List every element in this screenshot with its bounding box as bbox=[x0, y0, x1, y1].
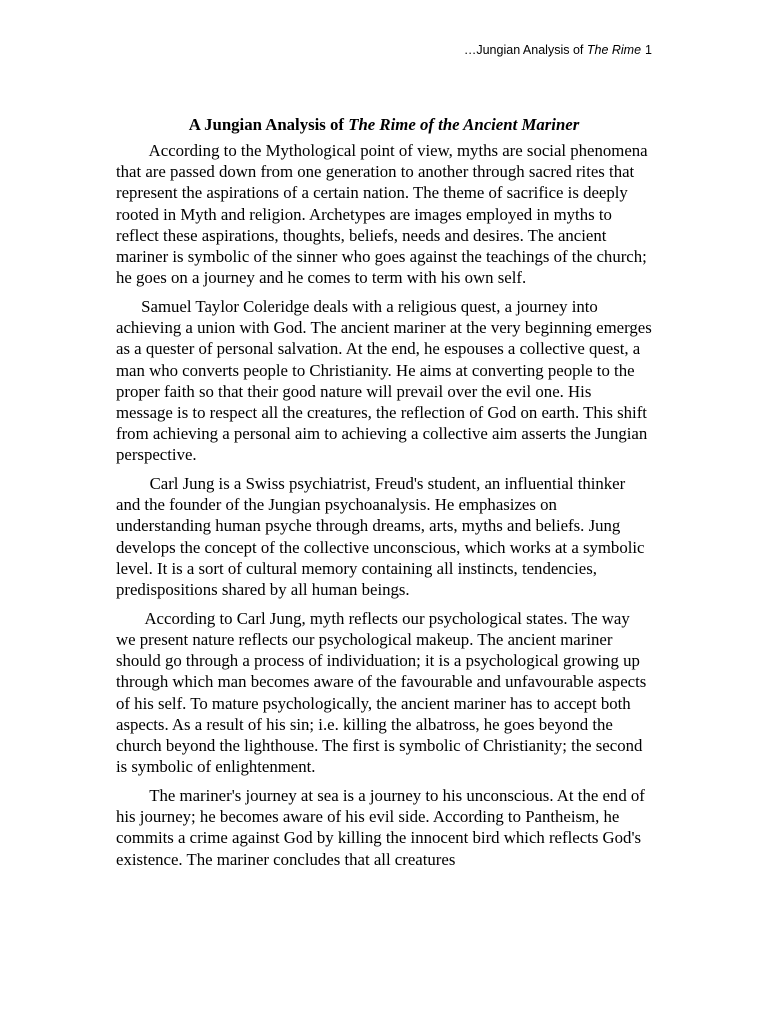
paragraph-5 bbox=[116, 785, 652, 870]
paragraph-line: psychologically, the ancient mariner has to accept both aspects. As a bbox=[116, 693, 631, 734]
paragraph-line: According to the Mythological point of view, myths are social bbox=[116, 141, 567, 160]
paragraph-line: collective aim asserts the Jungian perspective. bbox=[116, 424, 648, 465]
paragraph-line: symbolic of enlightenment. bbox=[131, 757, 316, 777]
paragraph-line: understanding human psyche through dreams, arts, myths and beliefs. bbox=[116, 516, 585, 536]
paragraph-line: end of his journey; he becomes aware of his evil side. According to bbox=[116, 785, 645, 827]
paragraph-line: favourable and unfavourable aspects of his self. To mature bbox=[116, 672, 647, 713]
page-number: 1 bbox=[645, 43, 652, 57]
title-text: A Jungian Analysis of bbox=[188, 115, 349, 134]
paragraph-line: collective quest, a man who converts people to Christianity. He aims at bbox=[116, 339, 641, 380]
paragraph-line: result of his sin; i.e. killing the albatross, he goes beyond the church bbox=[116, 714, 613, 755]
paragraph-2 bbox=[116, 296, 652, 466]
paragraph-line: phenomena that are passed down from one generation to another through bbox=[116, 141, 648, 182]
paragraph-line: a symbolic level. It is a sort of cultural memory containing all instincts, bbox=[116, 537, 645, 578]
paragraph-line: Carl Jung is a Swiss psychiatrist, Freud's student, an influential bbox=[116, 474, 574, 494]
title-italic: The Rime of the Ancient Mariner bbox=[348, 115, 580, 134]
paragraph-line: According to Carl Jung, myth reflects our psychological states. The bbox=[116, 608, 598, 628]
paragraph-line: sacred rites that represent the aspirations of a certain nation. The theme of bbox=[116, 162, 635, 203]
paragraph-line: against the teachings of the church; he goes on a journey and he comes to bbox=[116, 247, 647, 288]
paragraph-line: sacrifice is deeply rooted in Myth and religion. Archetypes are images bbox=[116, 183, 628, 224]
paragraph-line: thinker and the founder of the Jungian psychoanalysis. He emphasizes on bbox=[116, 474, 626, 515]
paragraph-line: mariner should go through a process of individuation; it is a bbox=[116, 629, 613, 671]
document-body bbox=[116, 114, 652, 877]
paragraph-line: and desires. The ancient mariner is symbolic of the sinner who goes bbox=[116, 225, 607, 267]
paragraph-3 bbox=[116, 473, 652, 600]
paragraph-line: Pantheism, he commits a crime against God by killing the innocent bird bbox=[116, 807, 620, 848]
running-header bbox=[464, 42, 652, 58]
paragraph-line: employed in myths to reflect these aspirations, thoughts, beliefs, needs bbox=[116, 204, 612, 245]
paragraph-line: emerges as a quester of personal salvation. At the end, he espouses a bbox=[116, 318, 652, 359]
paragraph-line: over the evil one. His message is to respect all the creatures, the reflection bbox=[116, 381, 592, 422]
paragraph-line: Samuel Taylor Coleridge deals with a religious quest, a journey into bbox=[116, 296, 598, 316]
paragraph-line: which reflects God's existence. The mariner concludes that all creatures bbox=[116, 828, 641, 869]
paragraph-4 bbox=[116, 608, 652, 778]
running-header-text: …Jungian Analysis of bbox=[463, 43, 587, 57]
paragraph-line: The mariner's journey at sea is a journey to his unconscious. At the bbox=[116, 785, 599, 805]
paragraph-line: of God on earth. This shift from achieving a personal aim to achieving a bbox=[116, 402, 647, 444]
document-title bbox=[116, 114, 652, 136]
paragraph-line: term with his own self. bbox=[371, 268, 527, 288]
paragraph-line: Jung develops the concept of the collective unconscious, which works at bbox=[116, 516, 621, 557]
paragraph-line: tendencies, predispositions shared by all human beings. bbox=[116, 558, 597, 600]
paragraph-line: achieving a union with God. The ancient mariner at the very beginning bbox=[116, 318, 592, 338]
paragraph-line: beyond the lighthouse. The first is symbolic of Christianity; the second is bbox=[116, 735, 643, 777]
paragraph-line: converting people to the proper faith so that their good nature will prevail bbox=[116, 360, 635, 401]
running-header-italic: The Rime bbox=[586, 43, 642, 57]
paragraph-line: psychological growing up through which man becomes aware of the bbox=[116, 651, 640, 692]
paragraph-1 bbox=[116, 140, 652, 288]
paragraph-line: way we present nature reflects our psychological makeup. The ancient bbox=[116, 608, 630, 649]
